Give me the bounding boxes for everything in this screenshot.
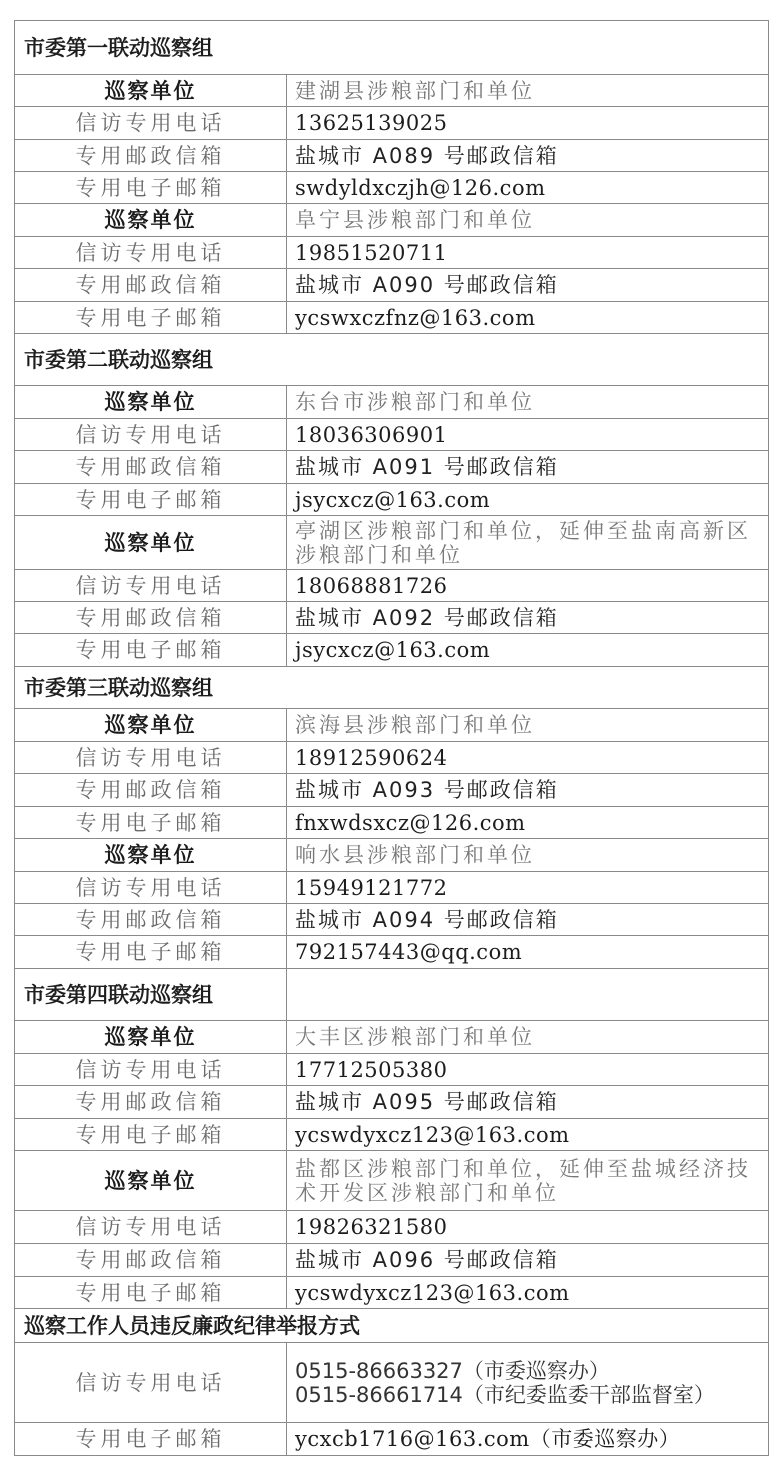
phone-label: 信访专用电话: [15, 237, 287, 269]
mailbox-label: 专用邮政信箱: [15, 1244, 287, 1277]
unit-label: 巡察单位: [15, 75, 287, 107]
unit-value: 响水县涉粮部门和单位: [287, 839, 769, 872]
group-header-row: [15, 21, 769, 75]
phone-value: 19851520711: [287, 237, 769, 269]
table-row: [15, 904, 769, 936]
email-label: 专用电子邮箱: [15, 936, 287, 969]
table-row: [15, 237, 769, 269]
table-row: [15, 1423, 769, 1456]
phone-value: 13625139025: [287, 107, 769, 140]
group-header-row: [15, 1309, 769, 1343]
report-phone-line: 0515-86661714（市纪委监委干部监督室）: [295, 1382, 715, 1407]
report-phone-line: 0515-86663327（市委巡察办）: [295, 1358, 610, 1383]
table-row: [15, 172, 769, 204]
email-label: 专用电子邮箱: [15, 172, 287, 204]
mailbox-label: 专用邮政信箱: [15, 602, 287, 634]
email-value: ycswdyxcz123@163.com: [287, 1119, 769, 1151]
email-value: 792157443@qq.com: [287, 936, 769, 969]
table-row: [15, 419, 769, 451]
phone-label: 信访专用电话: [15, 107, 287, 140]
phone-label: 信访专用电话: [15, 742, 287, 774]
email-value: fnxwdsxcz@126.com: [287, 807, 769, 839]
phone-value: 19826321580: [287, 1211, 769, 1244]
unit-label: 巡察单位: [15, 516, 287, 570]
email-label: 专用电子邮箱: [15, 634, 287, 667]
group-title: 市委第四联动巡察组: [15, 969, 287, 1021]
table-row: [15, 1054, 769, 1086]
table-row: [15, 1343, 769, 1423]
table-row: [15, 1021, 769, 1054]
email-value: ycswdyxcz123@163.com: [287, 1277, 769, 1309]
report-email-value: ycxcb1716@163.com（市委巡察办）: [287, 1423, 769, 1456]
table-row: [15, 839, 769, 872]
email-label: 专用电子邮箱: [15, 302, 287, 334]
unit-value: 阜宁县涉粮部门和单位: [287, 204, 769, 237]
table-row: [15, 807, 769, 839]
email-value: jsycxcz@163.com: [287, 634, 769, 667]
table-row: [15, 386, 769, 419]
table-row: [15, 602, 769, 634]
table-row: [15, 774, 769, 807]
phone-label: 信访专用电话: [15, 1211, 287, 1244]
table-row: [15, 451, 769, 484]
table-row: [15, 140, 769, 172]
mailbox-label: 专用邮政信箱: [15, 140, 287, 172]
table-row: [15, 634, 769, 667]
email-value: ycswxczfnz@163.com: [287, 302, 769, 334]
mailbox-value: 盐城市 A089 号邮政信箱: [287, 140, 769, 172]
email-value: swdyldxczjh@126.com: [287, 172, 769, 204]
contact-table: [14, 20, 769, 1456]
phone-value: 18068881726: [287, 570, 769, 602]
phone-value: 18912590624: [287, 742, 769, 774]
table-row: [15, 1119, 769, 1151]
phone-value: 17712505380: [287, 1054, 769, 1086]
report-title: 巡察工作人员违反廉政纪律举报方式: [15, 1309, 769, 1343]
table-row: [15, 1244, 769, 1277]
table-row: [15, 742, 769, 774]
table-row: [15, 204, 769, 237]
phone-value: 15949121772: [287, 872, 769, 904]
table-row: [15, 1086, 769, 1119]
email-label: 专用电子邮箱: [15, 1423, 287, 1456]
unit-value: 建湖县涉粮部门和单位: [287, 75, 769, 107]
group-title: 市委第一联动巡察组: [15, 21, 769, 75]
mailbox-label: 专用邮政信箱: [15, 269, 287, 302]
table-row: [15, 1211, 769, 1244]
group-header-row: [15, 969, 769, 1021]
mailbox-value: 盐城市 A091 号邮政信箱: [287, 451, 769, 484]
mailbox-value: 盐城市 A096 号邮政信箱: [287, 1244, 769, 1277]
table-row: [15, 516, 769, 570]
phone-label: 信访专用电话: [15, 1054, 287, 1086]
mailbox-value: 盐城市 A092 号邮政信箱: [287, 602, 769, 634]
table-row: [15, 107, 769, 140]
inspection-contact-document: [14, 20, 768, 1456]
phone-label: 信访专用电话: [15, 872, 287, 904]
table-row: [15, 872, 769, 904]
group-title: 市委第三联动巡察组: [15, 667, 769, 709]
unit-label: 巡察单位: [15, 386, 287, 419]
unit-value: 盐都区涉粮部门和单位，延伸至盐城经济技术开发区涉粮部门和单位: [287, 1151, 769, 1211]
unit-value: 东台市涉粮部门和单位: [287, 386, 769, 419]
unit-label: 巡察单位: [15, 1151, 287, 1211]
table-row: [15, 709, 769, 742]
phone-label: 信访专用电话: [15, 1343, 287, 1423]
unit-label: 巡察单位: [15, 709, 287, 742]
unit-value: 大丰区涉粮部门和单位: [287, 1021, 769, 1054]
email-label: 专用电子邮箱: [15, 1277, 287, 1309]
table-row: [15, 1151, 769, 1211]
mailbox-value: 盐城市 A095 号邮政信箱: [287, 1086, 769, 1119]
unit-value: 亭湖区涉粮部门和单位，延伸至盐南高新区涉粮部门和单位: [287, 516, 769, 570]
table-row: [15, 570, 769, 602]
phone-label: 信访专用电话: [15, 419, 287, 451]
phone-label: 信访专用电话: [15, 570, 287, 602]
table-row: [15, 484, 769, 516]
group-header-empty-cell: [287, 969, 769, 1021]
table-row: [15, 302, 769, 334]
mailbox-value: 盐城市 A093 号邮政信箱: [287, 774, 769, 807]
report-phone-value: [287, 1343, 769, 1423]
group-header-row: [15, 334, 769, 386]
table-row: [15, 1277, 769, 1309]
unit-label: 巡察单位: [15, 204, 287, 237]
table-row: [15, 75, 769, 107]
email-label: 专用电子邮箱: [15, 1119, 287, 1151]
unit-value: 滨海县涉粮部门和单位: [287, 709, 769, 742]
mailbox-value: 盐城市 A094 号邮政信箱: [287, 904, 769, 936]
email-label: 专用电子邮箱: [15, 484, 287, 516]
email-label: 专用电子邮箱: [15, 807, 287, 839]
unit-label: 巡察单位: [15, 839, 287, 872]
mailbox-label: 专用邮政信箱: [15, 774, 287, 807]
group-header-row: [15, 667, 769, 709]
group-title: 市委第二联动巡察组: [15, 334, 769, 386]
mailbox-label: 专用邮政信箱: [15, 1086, 287, 1119]
mailbox-label: 专用邮政信箱: [15, 904, 287, 936]
unit-label: 巡察单位: [15, 1021, 287, 1054]
email-value: jsycxcz@163.com: [287, 484, 769, 516]
table-row: [15, 269, 769, 302]
mailbox-label: 专用邮政信箱: [15, 451, 287, 484]
phone-value: 18036306901: [287, 419, 769, 451]
table-row: [15, 936, 769, 969]
mailbox-value: 盐城市 A090 号邮政信箱: [287, 269, 769, 302]
